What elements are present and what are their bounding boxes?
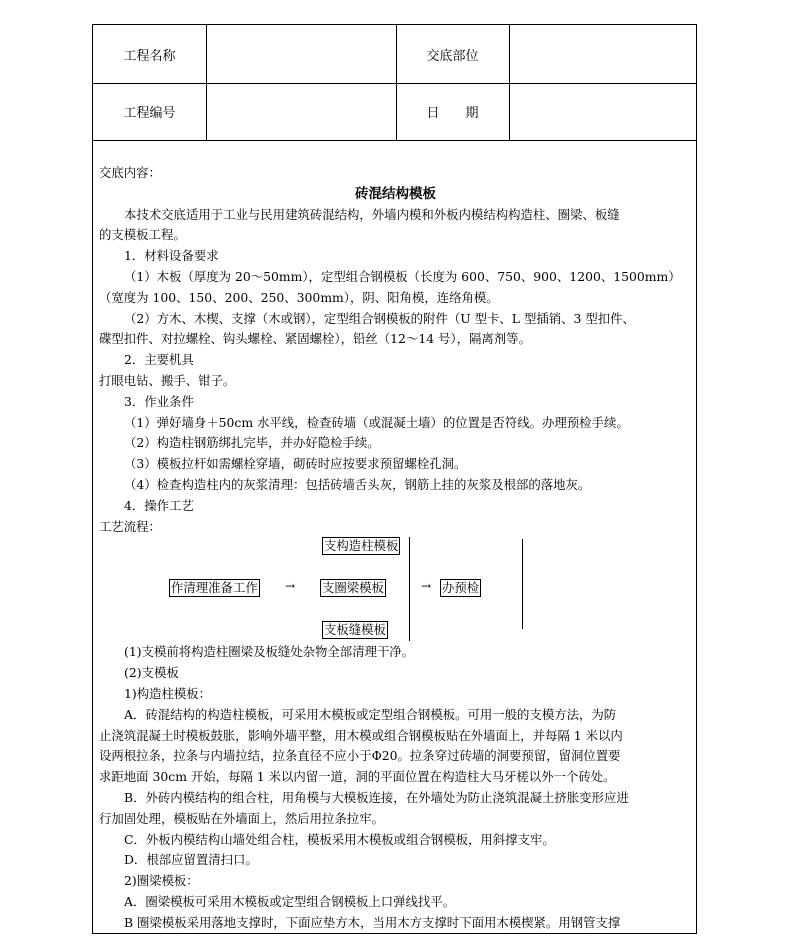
text-line: 1．材料设备要求	[124, 248, 219, 264]
text-line: 设两根拉条，拉条与内墙拉结，拉条直径不应小于Φ20。拉条穿过砖墙的洞要预留，留洞位置要	[99, 748, 621, 764]
text-line: 本技术交底适用于工业与民用建筑砖混结构，外墙内模和外板内模结构构造柱、圈梁、板缝	[124, 206, 620, 222]
text-line: 2)圈梁模板：	[124, 873, 199, 889]
arrow-right-icon: →	[285, 579, 296, 594]
content-paragraphs	[99, 642, 692, 933]
text-line: 1)构造柱模板：	[124, 685, 212, 701]
flow-bracket-line	[409, 537, 410, 641]
text-line: 工艺流程：	[99, 518, 161, 534]
col-divider	[509, 25, 510, 140]
text-line: D．根部应留置清扫口。	[124, 852, 258, 868]
arrow-right-icon: →	[421, 579, 432, 594]
flow-side-line	[522, 539, 523, 629]
date-label: 日 期	[426, 106, 479, 121]
text-line: （4）检查构造柱内的灰浆清理：包括砖墙舌头灰，钢筋上挂的灰浆及根部的落地灰。	[124, 476, 591, 492]
text-line: A．圈梁模板可采用木模板或定型组合钢模板上口弹线找平。	[124, 893, 456, 909]
row-divider	[93, 140, 696, 141]
text-line: 4．操作工艺	[124, 497, 194, 513]
text-line: B 圈梁模板采用落地支撑时，下面应垫方木，当用木方支撑时下面用木模楔紧。用钢管支撑	[124, 914, 621, 930]
document-title: 砖混结构模板	[355, 185, 436, 202]
flow-step-middle: 支圈梁模板	[322, 580, 384, 596]
text-line: （1）木板（厚度为 20～50mm），定型组合钢模板（长度为 600、750、900、1200、1500mm）	[124, 268, 681, 284]
project-name-label: 工程名称	[123, 49, 176, 64]
text-line: 求距地面 30cm 开始，每隔 1 米以内留一道，洞的平面位置在构造柱大马牙槎以外一个砖处。	[99, 769, 616, 785]
text-line: 3．作业条件	[124, 393, 194, 409]
flow-step-top: 支构造柱模板	[324, 538, 399, 554]
text-line: C．外板内模结构山墙处组合柱，模板采用木模板或组合钢模板，用斜撑支牢。	[124, 831, 555, 847]
text-line: (1)支模前将构造柱圈梁及板缝处杂物全部清理干净。	[124, 644, 415, 660]
text-line: （2）构造柱钢筋绑扎完毕，并办好隐检手续。	[124, 435, 380, 451]
row-divider	[93, 83, 696, 84]
text-line: 碟型扣件、对拉螺栓、钩头螺栓、紧固螺栓），铅丝（12～14 号），隔离剂等。	[99, 331, 531, 347]
handover-part-label: 交底部位	[426, 49, 479, 64]
text-line: （宽度为 100、150、200、250、300mm），阴、阳角模，连络角模。	[99, 289, 499, 305]
process-flow-diagram	[99, 537, 692, 642]
handover-content	[99, 163, 692, 934]
text-line: 的支模板工程。	[99, 227, 186, 243]
text-line: B．外砖内模结构的组合柱，用角模与大模板连接，在外墙处为防止浇筑混凝土挤胀变形应进	[124, 789, 629, 805]
col-divider	[396, 25, 397, 140]
flow-step-start: 作清理准备工作	[171, 580, 258, 596]
text-line: 2．主要机具	[124, 352, 194, 368]
text-line: 止浇筑混凝土时模板鼓胀，影响外墙平整，用木模或组合钢模板贴在外墙面上，并每隔 1 米以内	[99, 727, 623, 743]
text-line: （3）模板拉杆如需螺栓穿墙，砌砖时应按要求预留螺栓孔洞。	[124, 456, 467, 472]
text-line: (2)支模板	[124, 665, 179, 681]
flow-step-end: 办预检	[442, 580, 480, 596]
text-line: （2）方木、木楔、支撑（木或钢），定型组合钢模板的附件（U 型卡、L 型插销、3 型扣件、	[124, 310, 635, 326]
project-no-label: 工程编号	[123, 106, 176, 121]
text-line: 行加固处理，模板贴在外墙面上，然后用拉条拉牢。	[99, 810, 384, 826]
text-line: 打眼电钻、搬手、钳子。	[99, 372, 236, 388]
section-label: 交底内容：	[99, 165, 161, 180]
content-paragraphs	[99, 205, 692, 538]
handover-form	[92, 24, 697, 934]
text-line: （1）弹好墙身＋50cm 水平线，检查砖墙（或混凝土墙）的位置是否符线。办理预检手续。	[124, 414, 629, 430]
text-line: A．砖混结构的构造柱模板，可采用木模板或定型组合钢模板。可用一般的支模方法，为防	[124, 706, 617, 722]
flow-step-bottom: 支板缝模板	[324, 622, 386, 638]
col-divider	[206, 25, 207, 140]
